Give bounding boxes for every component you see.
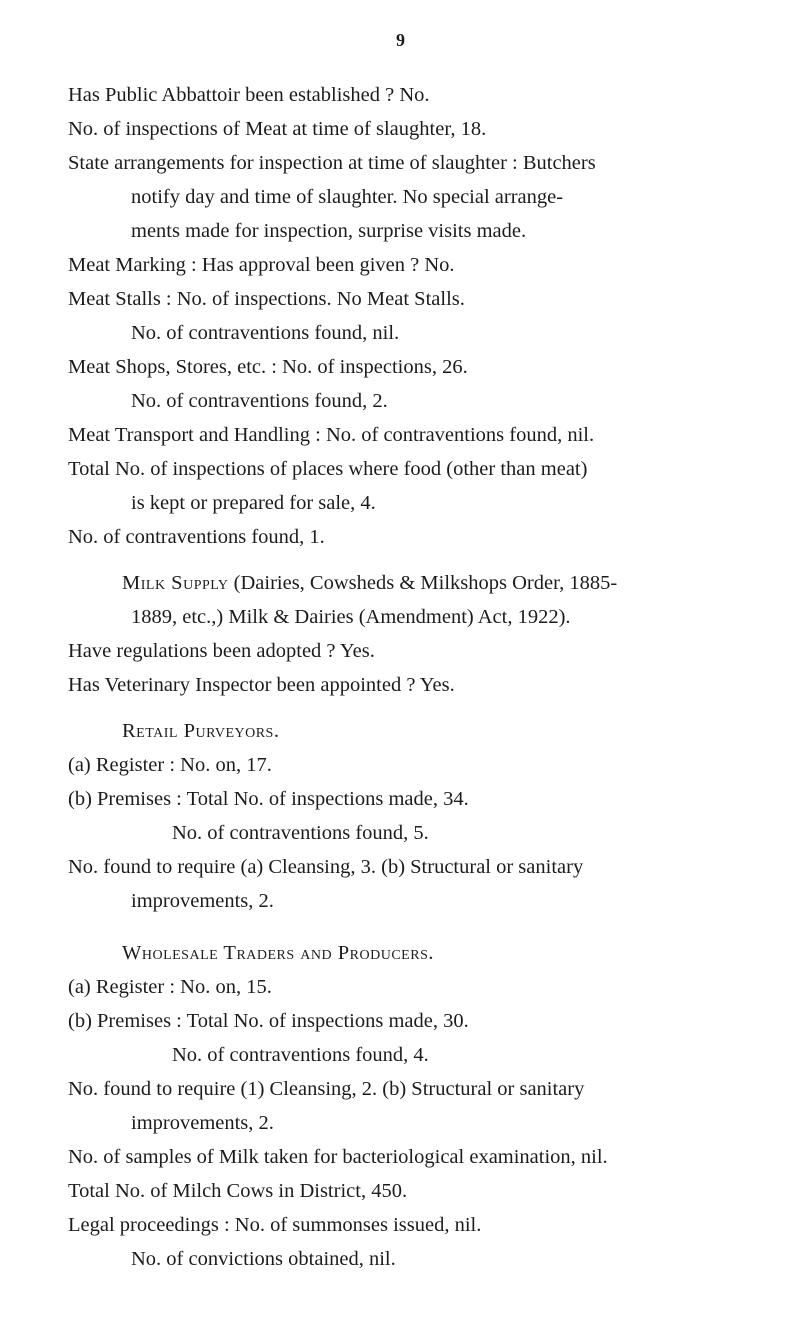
text-line: improvements, 2. — [131, 1112, 274, 1134]
text-line: (b) Premises : Total No. of inspections made, 34. — [68, 788, 469, 810]
milk-supply-heading — [68, 566, 773, 600]
text-line: No. of inspections of Meat at time of slaughter, 18. — [68, 118, 487, 140]
retail-purveyors-heading: Retail Purveyors. — [122, 720, 280, 742]
text-line: Has Veterinary Inspector been appointed ? Yes. — [68, 674, 455, 696]
text-line: No. of samples of Milk taken for bacteriological examination, nil. — [68, 1146, 608, 1168]
text-line: (a) Register : No. on, 17. — [68, 754, 272, 776]
text-line: improvements, 2. — [131, 890, 274, 912]
milk-supply-subtitle: (Dairies, Cowsheds & Milkshops Order, 1885- — [228, 572, 618, 594]
text-line: Total No. of inspections of places where food (other than meat) — [68, 458, 588, 480]
milk-supply-title: Milk Supply — [122, 572, 229, 594]
text-line: State arrangements for inspection at time of slaughter : Butchers — [68, 152, 596, 174]
text-line: Meat Transport and Handling : No. of contraventions found, nil. — [68, 424, 595, 446]
text-line: (b) Premises : Total No. of inspections made, 30. — [68, 1010, 469, 1032]
text-line: No. of contraventions found, 2. — [131, 390, 388, 412]
text-line: is kept or prepared for sale, 4. — [131, 492, 376, 514]
text-line: Meat Marking : Has approval been given ? No. — [68, 254, 455, 276]
text-line: Has Public Abbattoir been established ? No. — [68, 84, 430, 106]
text-line: Meat Stalls : No. of inspections. No Meat Stalls. — [68, 288, 465, 310]
text-line: No. of contraventions found, 4. — [172, 1044, 429, 1066]
text-line: Meat Shops, Stores, etc. : No. of inspections, 26. — [68, 356, 468, 378]
text-line: No. of contraventions found, nil. — [131, 322, 400, 344]
text-line: No. found to require (a) Cleansing, 3. (b) Structural or sanitary — [68, 856, 584, 878]
text-line: (a) Register : No. on, 15. — [68, 976, 272, 998]
text-line: No. of convictions obtained, nil. — [131, 1248, 396, 1270]
document-body — [68, 78, 773, 1276]
text-line: 1889, etc.,) Milk & Dairies (Amendment) Act, 1922). — [131, 606, 571, 628]
page-number: 9 — [396, 30, 405, 50]
text-line: ments made for inspection, surprise visits made. — [131, 220, 527, 242]
text-line: No. of contraventions found, 1. — [68, 526, 325, 548]
text-line: No. found to require (1) Cleansing, 2. (b) Structural or sanitary — [68, 1078, 585, 1100]
text-line: No. of contraventions found, 5. — [172, 822, 429, 844]
wholesale-traders-heading: Wholesale Traders and Producers. — [122, 942, 434, 964]
text-line: notify day and time of slaughter. No special arrange- — [131, 186, 564, 208]
text-line: Have regulations been adopted ? Yes. — [68, 640, 375, 662]
text-line: Total No. of Milch Cows in District, 450. — [68, 1180, 408, 1202]
text-line: Legal proceedings : No. of summonses issued, nil. — [68, 1214, 482, 1236]
